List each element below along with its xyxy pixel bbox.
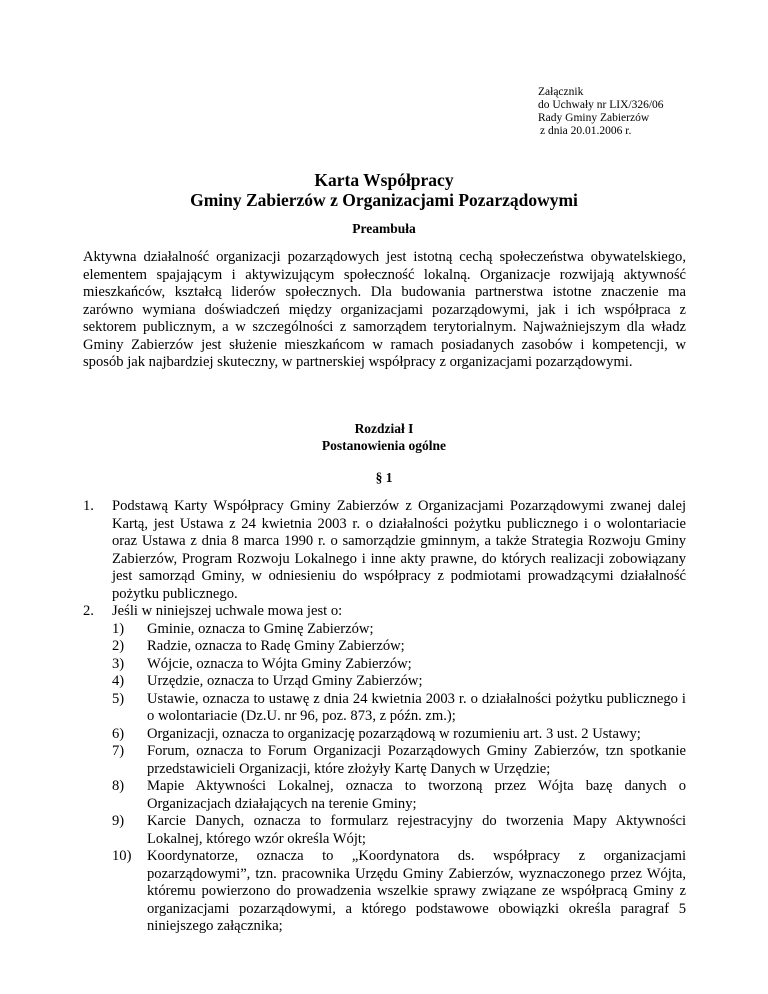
chapter-heading	[0, 420, 768, 454]
sub-item	[112, 778, 686, 813]
sub-item-number: 2)	[112, 638, 125, 654]
sub-item	[112, 743, 686, 778]
sub-item-number: 5)	[112, 690, 125, 707]
sub-item	[112, 813, 686, 848]
sub-item-text: Wójcie, oznacza to Wójta Gminy Zabierzów;	[147, 655, 412, 672]
sub-item	[112, 726, 686, 744]
sub-item-text: Organizacji, oznacza to organizację pozarządową w rozumieniu art. 3 ust. 2 Ustawy;	[147, 725, 641, 742]
annex-header	[538, 86, 664, 138]
item-number: 2.	[83, 603, 94, 619]
list-item	[83, 498, 686, 603]
paragraph-sign: § 1	[375, 470, 393, 485]
sub-item-text: Karcie Danych, oznacza to formularz rejestracyjny do tworzenia Mapy Aktywności Lokalnej, którego wzór określa Wójt;	[147, 813, 686, 847]
annex-date: z dnia 20.01.2006 r.	[540, 125, 632, 137]
sub-item-number: 10)	[112, 848, 132, 864]
list-item	[83, 603, 686, 936]
document-title	[0, 170, 768, 210]
sub-item-text: Ustawie, oznacza to ustawę z dnia 24 kwietnia 2003 r. o działalności pożytku publicznego i o wolontariacie (Dz.U. nr 96, poz. 873, z późn. zm.);	[147, 690, 686, 724]
title-line-1: Karta Współpracy	[314, 170, 454, 190]
sub-item	[112, 673, 686, 691]
sub-item-text: Mapie Aktywności Lokalnej, oznacza to tworzoną przez Wójta bazę danych o Organizacjach działających na terenie Gminy;	[147, 778, 686, 812]
item-text: Jeśli w niniejszej uchwale mowa jest o:	[112, 603, 343, 619]
sub-item	[112, 691, 686, 726]
sub-item-number: 6)	[112, 725, 125, 742]
sub-item	[112, 656, 686, 674]
sub-item-number: 9)	[112, 813, 125, 829]
preamble-heading: Preambuła	[352, 221, 416, 236]
sub-item	[112, 638, 686, 656]
sub-item-text: Gminie, oznacza to Gminę Zabierzów;	[147, 620, 374, 637]
chapter-number: Rozdział I	[354, 421, 414, 436]
sub-item	[112, 621, 686, 639]
sub-item-number: 3)	[112, 655, 125, 672]
sub-item-text: Urzędzie, oznacza to Urząd Gminy Zabierzów;	[147, 673, 423, 689]
annex-resolution: do Uchwały nr LIX/326/06	[538, 99, 664, 111]
numbered-list	[83, 498, 686, 936]
sub-item-number: 1)	[112, 620, 125, 637]
sub-item-text: Koordynatorze, oznacza to „Koordynatora ds. współpracy z organizacjami pozarządowymi”, tzn. pracownika Urzędu Gminy Zabierzów, wyznaczonego przez Wójta, któremu powierzono do prowadzenia wszelkie sprawy związane ze współpracą Gminy z organizacjami pozarządowymi, a którego podstawowe obowiązki określa paragraf 5 niniejszego załącznika;	[147, 848, 686, 934]
definitions-list	[112, 621, 686, 936]
item-number: 1.	[83, 498, 94, 514]
sub-item-text: Radzie, oznacza to Radę Gminy Zabierzów;	[147, 638, 405, 654]
title-line-2: Gminy Zabierzów z Organizacjami Pozarządowymi	[190, 190, 578, 210]
annex-council: Rady Gminy Zabierzów	[538, 112, 650, 124]
sub-item	[112, 848, 686, 936]
chapter-name: Postanowienia ogólne	[321, 438, 447, 453]
sub-item-number: 7)	[112, 743, 125, 759]
sub-item-number: 4)	[112, 673, 125, 689]
preamble-text: Aktywna działalność organizacji pozarządowych jest istotną cechą społeczeństwa obywatelskiego, elementem spajającym i aktywizującym społeczność lokalną. Organizacje rozwijają aktywność mieszkańców, kształcą liderów społecznych. Dla budowania partnerstwa istotne znaczenie ma zarówno wymiana doświadczeń między organizacjami pozarządowymi, jak i ich współpraca z sektorem publicznym, a w szczególności z samorządem terytorialnym. Najważniejszym dla władz Gminy Zabierzów jest służenie mieszkańcom w ramach posiadanych zasobów i kompetencji, w sposób jak najbardziej skuteczny, w partnerskiej współpracy z organizacjami pozarządowymi.	[83, 249, 686, 370]
sub-item-text: Forum, oznacza to Forum Organizacji Pozarządowych Gminy Zabierzów, tzn spotkanie przedstawicieli Organizacji, które złożyły Kartę Danych w Urzędzie;	[147, 743, 686, 777]
item-text: Podstawą Karty Współpracy Gminy Zabierzów z Organizacjami Pozarządowymi zwanej dalej Kartą, jest Ustawa z 24 kwietnia 2003 r. o działalności pożytku publicznego i o wolontariacie oraz Ustawa z dnia 8 marca 1990 r. o samorządzie gminnym, a także Strategia Rozwoju Gminy Zabierzów, Program Rozwoju Lokalnego i inne akty prawne, do których realizacji zobowiązany jest samorząd Gminy, w odniesieniu do współpracy z podmiotami prowadzącymi działalność pożytku publicznego.	[112, 498, 686, 602]
annex-label: Załącznik	[538, 86, 584, 98]
sub-item-number: 8)	[112, 778, 125, 794]
